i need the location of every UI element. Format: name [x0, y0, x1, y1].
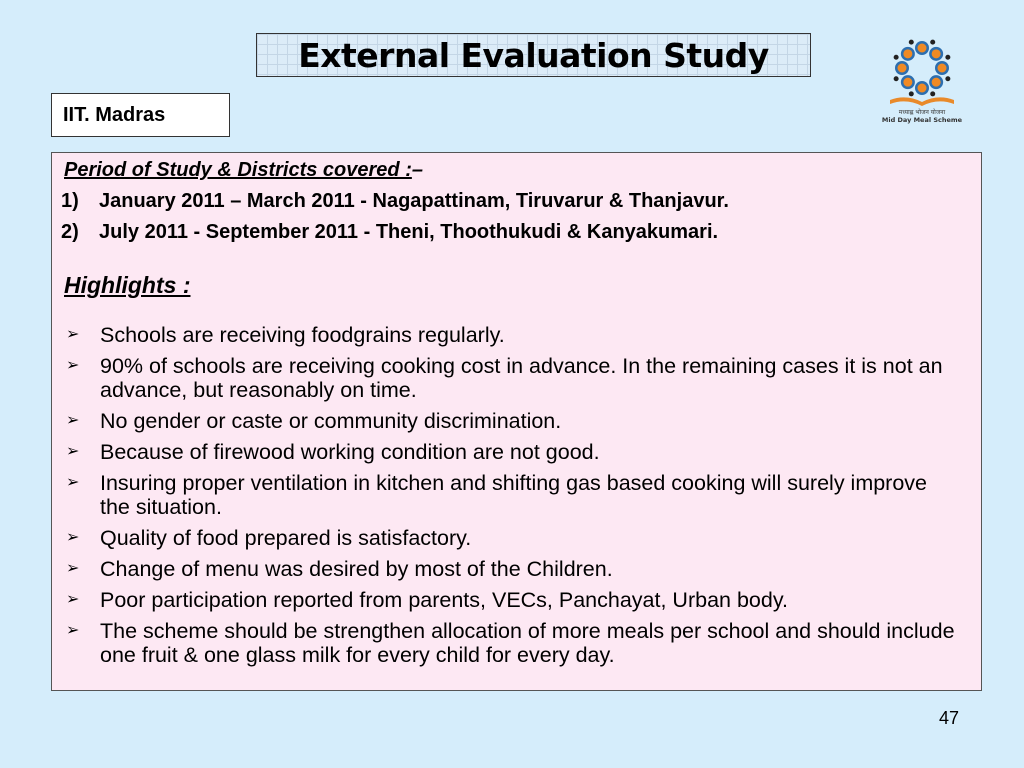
highlight-text: The scheme should be strengthen allocation of more meals per school and should include one fruit & one glass milk for every child for every day.: [100, 619, 955, 667]
arrow-bullet-icon: ➢: [66, 326, 80, 343]
highlight-text: Poor participation reported from parents, VECs, Panchayat, Urban body.: [100, 588, 788, 612]
highlight-item: [64, 354, 961, 402]
svg-text:Mid Day Meal Scheme: Mid Day Meal Scheme: [881, 116, 963, 124]
period-heading: Period of Study & Districts covered :–: [64, 159, 423, 181]
period-item: 1) January 2011 – March 2011 - Nagapattinam, Tiruvarur & Thanjavur.: [61, 190, 729, 212]
logo-icon: [872, 38, 972, 130]
highlight-item: [64, 409, 961, 433]
arrow-bullet-icon: ➢: [66, 560, 80, 577]
highlight-item: [64, 471, 961, 519]
highlight-item: [64, 323, 961, 347]
arrow-bullet-icon: ➢: [66, 529, 80, 546]
highlight-item: [64, 557, 961, 581]
arrow-bullet-icon: ➢: [66, 357, 80, 374]
organization-box: [51, 93, 230, 137]
highlight-item: [64, 588, 961, 612]
arrow-bullet-icon: ➢: [66, 591, 80, 608]
highlight-text: 90% of schools are receiving cooking cost in advance. In the remaining cases it is not an advance, but reasonably on time.: [100, 354, 943, 402]
highlight-item: [64, 526, 961, 550]
highlight-text: Insuring proper ventilation in kitchen and shifting gas based cooking will surely improve the situation.: [100, 471, 928, 519]
highlight-text: Change of menu was desired by most of the Children.: [100, 557, 613, 581]
slide-title: External Evaluation Study: [298, 36, 769, 75]
highlights-list: [64, 323, 961, 674]
svg-text:मध्याह्न भोजन योजना: मध्याह्न भोजन योजना: [898, 109, 946, 116]
page-number: 47: [939, 708, 960, 728]
highlights-heading: Highlights :: [64, 272, 191, 298]
arrow-bullet-icon: ➢: [66, 622, 80, 639]
arrow-bullet-icon: ➢: [66, 474, 80, 491]
highlight-text: Schools are receiving foodgrains regularly.: [100, 323, 505, 347]
highlight-item: [64, 619, 961, 667]
organization-label: IIT. Madras: [63, 104, 166, 126]
highlight-item: [64, 440, 961, 464]
period-item: 2) July 2011 - September 2011 - Theni, Thoothukudi & Kanyakumari.: [61, 221, 719, 243]
arrow-bullet-icon: ➢: [66, 443, 80, 460]
arrow-bullet-icon: ➢: [66, 412, 80, 429]
mid-day-meal-logo: [872, 38, 972, 130]
highlight-text: Because of firewood working condition are not good.: [100, 440, 600, 464]
title-box: [256, 33, 811, 77]
highlight-text: No gender or caste or community discrimination.: [100, 409, 562, 433]
highlight-text: Quality of food prepared is satisfactory.: [100, 526, 472, 550]
content-box: [51, 152, 982, 691]
